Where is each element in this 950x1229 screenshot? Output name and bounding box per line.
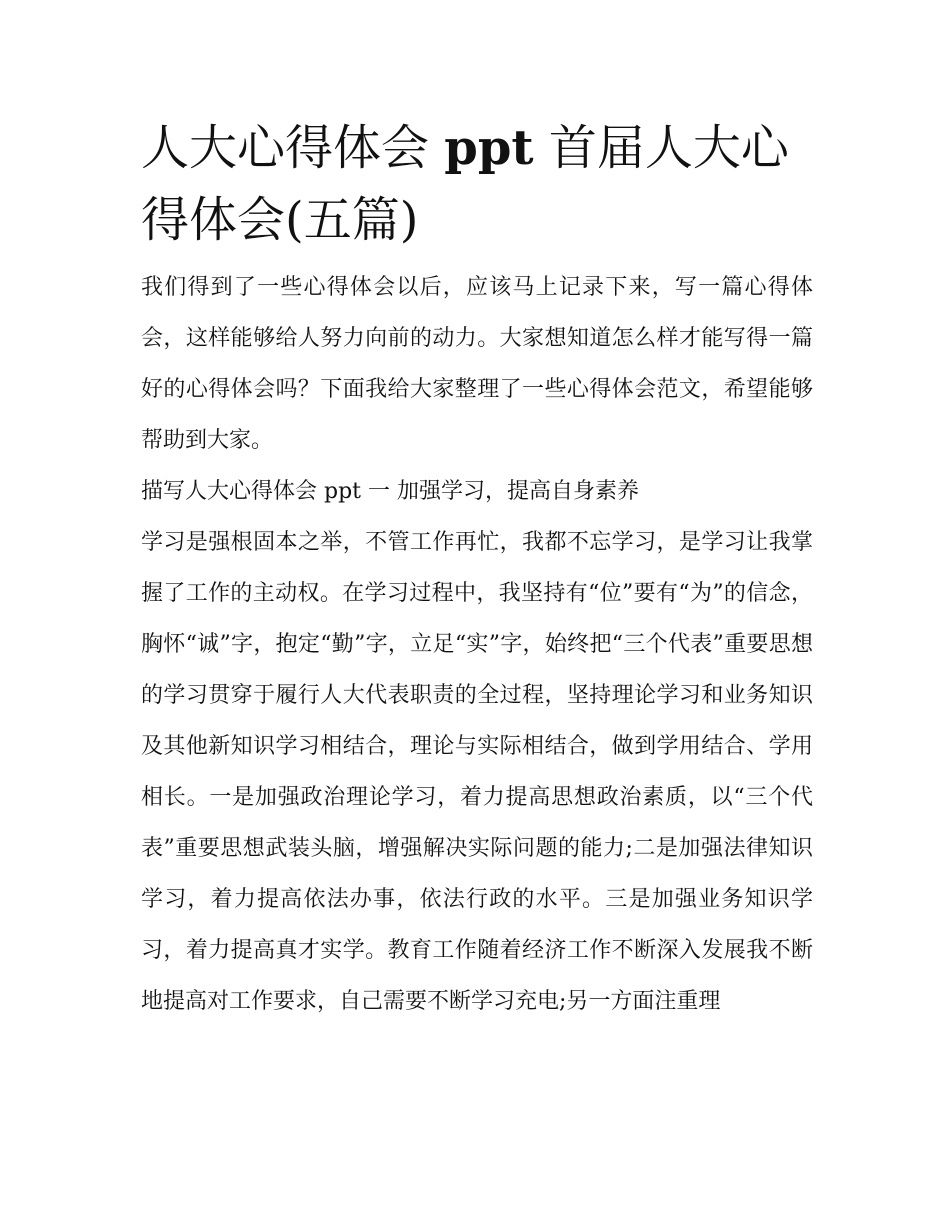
document-content bbox=[141, 112, 813, 1027]
title-part-1: 人大心得体会 bbox=[141, 120, 430, 176]
body-paragraph: 学习是强根固本之举，不管工作再忙，我都不忘学习，是学习让我掌握了工作的主动权。在学习过程中，我坚持有“位”要有“为”的信念，胸怀“诚”字，抱定“勤”字，立足“实”字，始终把“三个代表”重要思想的学习贯穿于履行人大代表职责的全过程，坚持理论学习和业务知识及其他新知识学习相结合，理论与实际相结合，做到学用结合、学用相长。一是加强政治理论学习，着力提高思想政治素质，以“三个代表”重要思想武装头脑，增强解决实际问题的能力;二是加强法律知识学习，着力提高依法办事，依法行政的水平。三是加强业务知识学习，着力提高真才实学。教育工作随着经济工作不断深入发展我不断地提高对工作要求，自己需要不断学习充电;另一方面注重理 bbox=[141, 530, 813, 1014]
section-heading: 描写人大心得体会 ppt 一 加强学习，提高自身素养 bbox=[141, 479, 639, 504]
intro-paragraph: 我们得到了一些心得体会以后，应该马上记录下来，写一篇心得体会，这样能够给人努力向前的动力。大家想知道怎么样才能写得一篇好的心得体会吗？下面我给大家整理了一些心得体会范文，希望能够帮助到大家。 bbox=[141, 275, 813, 453]
title-part-2: 首届人大心得体会(五篇) bbox=[141, 120, 789, 248]
document-title bbox=[141, 112, 813, 256]
title-latin: ppt bbox=[444, 120, 534, 176]
